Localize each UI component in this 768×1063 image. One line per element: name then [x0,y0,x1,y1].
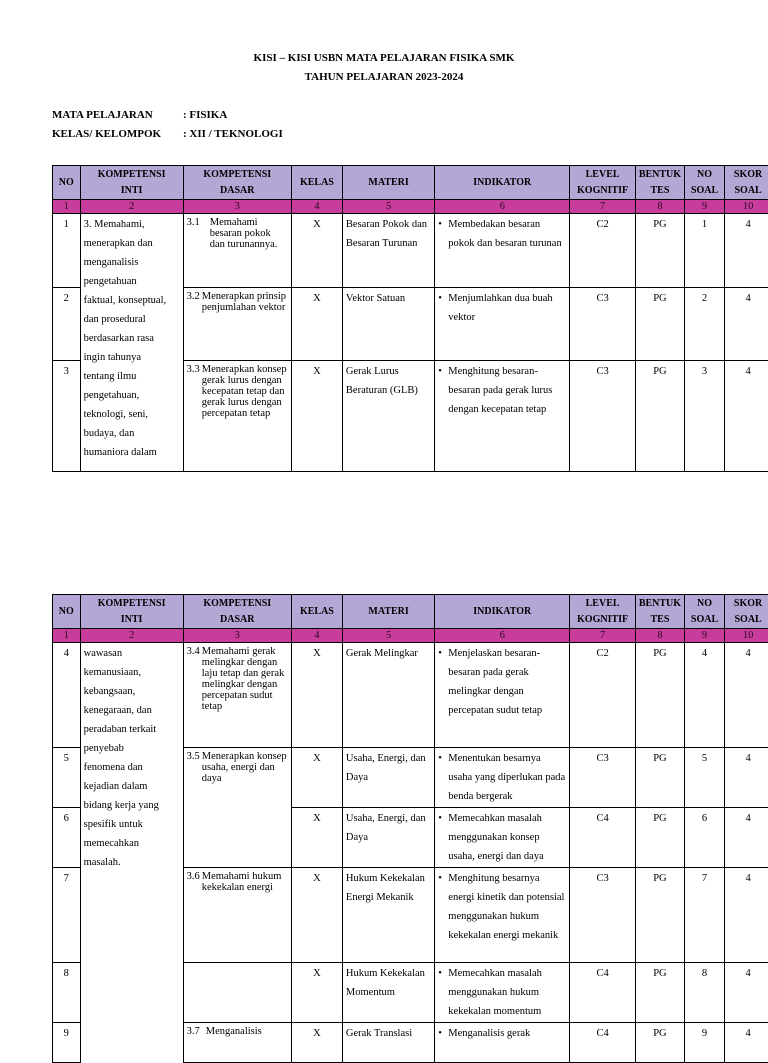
indikator-text: Memecahkan masalah menggunakan hukum kekekalan momentum [448,964,566,1021]
bentuk-cell: PG [636,361,685,472]
col-header-bentuk: BENTUK TES [636,166,685,200]
kompetensi-dasar-cell [183,214,291,288]
ki-line: masalah. [84,853,180,872]
indikator-cell [435,868,570,963]
subject-value: : FISIKA [183,109,227,121]
skor-cell: 4 [725,868,768,963]
indikator-cell [435,748,570,808]
bentuk-cell: PG [636,1023,685,1063]
col-header-ki: KOMPETENSI INTI [80,595,183,629]
indikator-cell [435,288,570,361]
indikator-cell [435,1023,570,1063]
indikator-cell [435,808,570,868]
level-cell: C2 [570,214,636,288]
bullet-icon: • [438,869,448,945]
ki-line: memecahkan [84,834,180,853]
numbering-row [53,200,768,214]
nosoal-cell: 8 [684,963,724,1023]
kd-text: Menerapkan konsep gerak lurus dengan kecepatan tetap dan gerak lurus dengan percepatan tetap [200,364,288,419]
kd-number: 3.6 [187,871,200,893]
col-number: 8 [636,200,685,214]
materi-cell: Usaha, Energi, dan Daya [342,748,434,808]
indikator-cell [435,643,570,748]
bentuk-cell: PG [636,748,685,808]
kelas-cell: X [291,808,342,868]
ki-line: kebangsaan, [84,682,180,701]
header-row [53,166,768,200]
bullet-icon: • [438,289,448,327]
col-number: 3 [183,629,291,643]
col-number: 4 [291,200,342,214]
col-header-kd: KOMPETENSI DASAR [183,166,291,200]
indikator-text: Menganalisis gerak [448,1024,566,1043]
indikator-text: Menjumlahkan dua buah vektor [448,289,566,327]
col-header-kelas: KELAS [291,166,342,200]
table-row [53,643,768,748]
document-title-line1: KISI – KISI USBN MATA PELAJARAN FISIKA SMK [0,52,768,64]
bullet-icon: • [438,644,448,720]
kd-number: 3.5 [187,751,200,784]
kompetensi-dasar-cell [183,1023,291,1063]
col-number: 7 [570,629,636,643]
ki-line: dan prosedural [84,310,180,329]
skor-cell: 4 [725,288,768,361]
materi-cell: Vektor Satuan [342,288,434,361]
kd-text: Memahami hukum kekekalan energi [200,871,288,893]
ki-line: teknologi, seni, [84,405,180,424]
ki-line: kejadian dalam [84,777,180,796]
row-no: 9 [53,1023,81,1063]
level-cell: C4 [570,963,636,1023]
kd-text: Memahami besaran pokok dan turunannya. [200,217,288,250]
indikator-text: Menghitung besarnya energi kinetik dan potensial menggunakan hukum kekekalan energi mekanik [448,869,566,945]
ki-line: faktual, konseptual, [84,291,180,310]
document-title-line2: TAHUN PELAJARAN 2023-2024 [0,71,768,83]
nosoal-cell: 4 [684,643,724,748]
kompetensi-dasar-cell [183,288,291,361]
col-header-level: LEVEL KOGNITIF [570,166,636,200]
kd-text: Menerapkan prinsip penjumlahan vektor [200,291,288,313]
ki-line: penyebab [84,739,180,758]
nosoal-cell: 5 [684,748,724,808]
level-cell: C3 [570,361,636,472]
kd-text: Memahami gerak melingkar dengan laju tetap dan gerak melingkar dengan percepatan sudut tetap [200,646,288,712]
skor-cell: 4 [725,361,768,472]
col-header-bentuk: BENTUK TES [636,595,685,629]
numbering-row [53,629,768,643]
col-number: 9 [684,629,724,643]
ki-line: peradaban terkait [84,720,180,739]
materi-cell: Gerak Lurus Beraturan (GLB) [342,361,434,472]
ki-line: 3. Memahami, [84,215,180,234]
row-no: 1 [53,214,81,288]
header-row [53,595,768,629]
row-no: 2 [53,288,81,361]
col-number: 3 [183,200,291,214]
col-number: 2 [80,629,183,643]
ki-line: wawasan [84,644,180,663]
kelas-cell: X [291,288,342,361]
kd-number: 3.7 [187,1026,200,1037]
kelas-cell: X [291,643,342,748]
kd-number: 3.4 [187,646,200,712]
kompetensi-dasar-cell [183,361,291,472]
indikator-text: Menghitung besaran-besaran pada gerak lurus dengan kecepatan tetap [448,362,566,419]
col-header-kelas: KELAS [291,595,342,629]
ki-line: ingin tahunya [84,348,180,367]
level-cell: C2 [570,643,636,748]
col-number: 10 [725,200,768,214]
kd-number: 3.1 [187,217,200,250]
col-number: 5 [342,629,434,643]
skor-cell: 4 [725,748,768,808]
bentuk-cell: PG [636,868,685,963]
ki-line: berdasarkan rasa [84,329,180,348]
kelas-cell: X [291,748,342,808]
col-header-materi: MATERI [342,166,434,200]
kelas-cell: X [291,963,342,1023]
col-number: 2 [80,200,183,214]
bullet-icon: • [438,1024,448,1043]
col-header-no: NO [53,595,81,629]
materi-cell: Gerak Translasi [342,1023,434,1063]
class-label: KELAS/ KELOMPOK [52,128,161,140]
row-no: 7 [53,868,81,963]
bullet-icon: • [438,749,448,806]
kompetensi-dasar-cell [183,643,291,748]
col-header-indikator: INDIKATOR [435,595,570,629]
bentuk-cell: PG [636,214,685,288]
table-row [53,214,768,288]
col-number: 6 [435,200,570,214]
row-no: 3 [53,361,81,472]
nosoal-cell: 3 [684,361,724,472]
col-header-skor: SKOR SOAL [725,595,768,629]
row-no: 4 [53,643,81,748]
kelas-cell: X [291,214,342,288]
skor-cell: 4 [725,963,768,1023]
col-header-ki: KOMPETENSI INTI [80,166,183,200]
col-header-nosoal: NO SOAL [684,595,724,629]
bentuk-cell: PG [636,808,685,868]
materi-cell: Usaha, Energi, dan Daya [342,808,434,868]
skor-cell: 4 [725,643,768,748]
col-number: 10 [725,629,768,643]
col-header-skor: SKOR SOAL [725,166,768,200]
ki-line: menerapkan dan [84,234,180,253]
col-header-kd: KOMPETENSI DASAR [183,595,291,629]
ki-line: menganalisis [84,253,180,272]
kompetensi-dasar-cell [183,748,291,868]
row-no: 5 [53,748,81,808]
bentuk-cell: PG [636,288,685,361]
kisi-table-1 [52,165,768,472]
level-cell: C4 [570,808,636,868]
col-header-indikator: INDIKATOR [435,166,570,200]
col-header-nosoal: NO SOAL [684,166,724,200]
subject-label: MATA PELAJARAN [52,109,153,121]
nosoal-cell: 9 [684,1023,724,1063]
kompetensi-dasar-cell [183,963,291,1023]
level-cell: C4 [570,1023,636,1063]
kompetensi-inti-cell [80,643,183,1063]
kd-text: Menerapkan konsep usaha, energi dan daya [200,751,288,784]
ki-line: bidang kerja yang [84,796,180,815]
indikator-cell [435,963,570,1023]
ki-line: tentang ilmu [84,367,180,386]
col-number: 4 [291,629,342,643]
ki-line: budaya, dan [84,424,180,443]
skor-cell: 4 [725,1023,768,1063]
col-header-level: LEVEL KOGNITIF [570,595,636,629]
level-cell: C3 [570,288,636,361]
indikator-text: Menentukan besarnya usaha yang diperlukan pada benda bergerak [448,749,566,806]
nosoal-cell: 1 [684,214,724,288]
skor-cell: 4 [725,808,768,868]
kompetensi-inti-cell [80,214,183,472]
col-header-materi: MATERI [342,595,434,629]
col-number: 7 [570,200,636,214]
bullet-icon: • [438,809,448,866]
ki-line: pengetahuan, [84,386,180,405]
kompetensi-dasar-cell [183,868,291,963]
col-number: 1 [53,200,81,214]
ki-line: spesifik untuk [84,815,180,834]
col-number: 6 [435,629,570,643]
row-no: 6 [53,808,81,868]
level-cell: C3 [570,868,636,963]
ki-line: fenomena dan [84,758,180,777]
nosoal-cell: 2 [684,288,724,361]
kelas-cell: X [291,361,342,472]
bentuk-cell: PG [636,643,685,748]
indikator-text: Memecahkan masalah menggunakan konsep usaha, energi dan daya [448,809,566,866]
ki-line: humaniora dalam [84,443,180,462]
nosoal-cell: 7 [684,868,724,963]
materi-cell: Hukum Kekekalan Energi Mekanik [342,868,434,963]
kd-number: 3.3 [187,364,200,419]
ki-line: pengetahuan [84,272,180,291]
kisi-table-2 [52,594,768,1063]
col-number: 9 [684,200,724,214]
nosoal-cell: 6 [684,808,724,868]
bullet-icon: • [438,964,448,1021]
ki-line: kenegaraan, dan [84,701,180,720]
bullet-icon: • [438,215,448,253]
kelas-cell: X [291,1023,342,1063]
kd-text: Menganalisis [200,1026,288,1037]
row-no: 8 [53,963,81,1023]
indikator-cell [435,214,570,288]
class-value: : XII / TEKNOLOGI [183,128,283,140]
ki-line: kemanusiaan, [84,663,180,682]
materi-cell: Besaran Pokok dan Besaran Turunan [342,214,434,288]
col-number: 8 [636,629,685,643]
col-number: 5 [342,200,434,214]
indikator-text: Membedakan besaran pokok dan besaran turunan [448,215,566,253]
bentuk-cell: PG [636,963,685,1023]
level-cell: C3 [570,748,636,808]
col-header-no: NO [53,166,81,200]
skor-cell: 4 [725,214,768,288]
kd-number: 3.2 [187,291,200,313]
materi-cell: Hukum Kekekalan Momentum [342,963,434,1023]
col-number: 1 [53,629,81,643]
kelas-cell: X [291,868,342,963]
bullet-icon: • [438,362,448,419]
indikator-text: Menjelaskan besaran-besaran pada gerak melingkar dengan percepatan sudut tetap [448,644,566,720]
materi-cell: Gerak Melingkar [342,643,434,748]
indikator-cell [435,361,570,472]
